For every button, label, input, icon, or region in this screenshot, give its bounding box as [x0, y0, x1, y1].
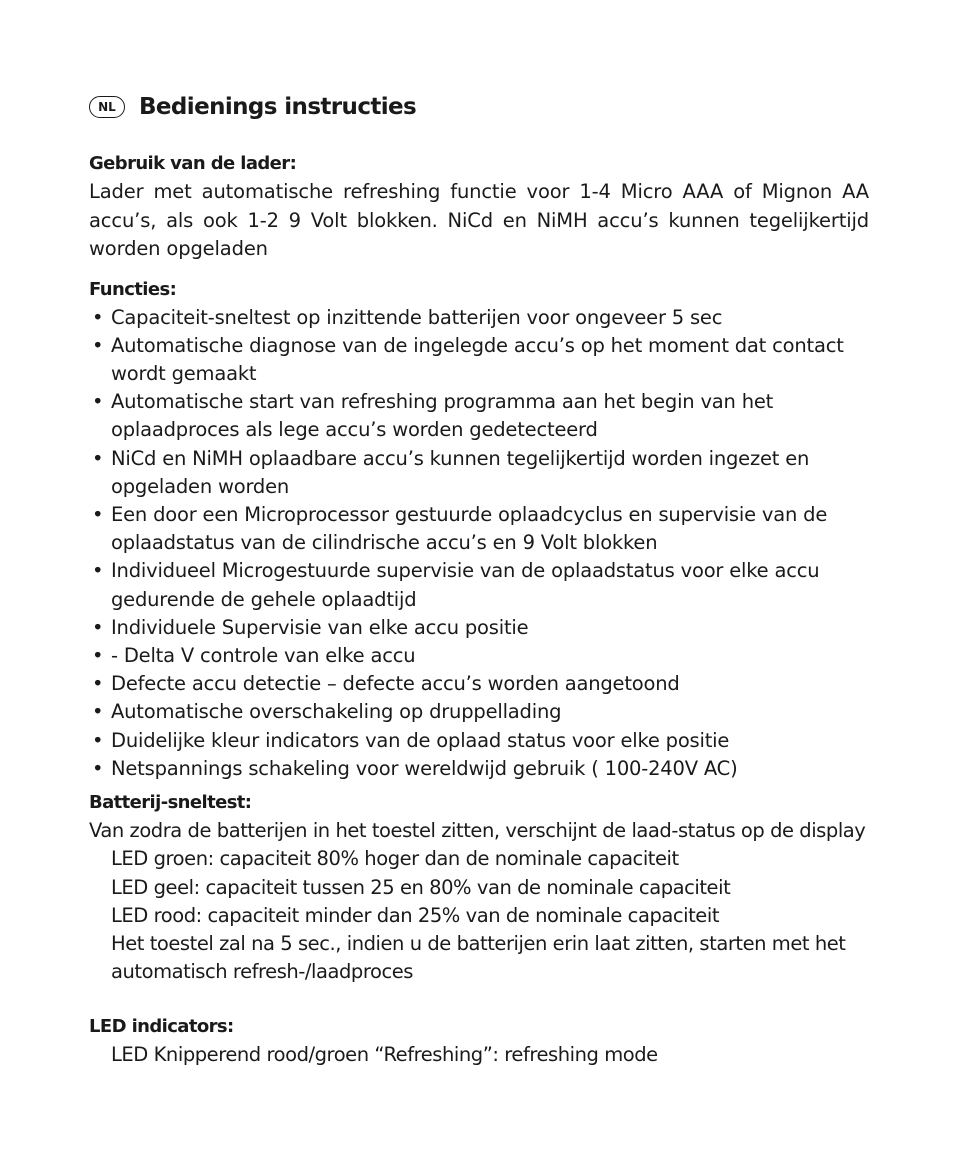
list-item: • Defecte accu detectie – defecte accu’s worden aangetoond: [89, 670, 869, 698]
bullet-icon: •: [92, 615, 104, 639]
quicktest-heading: Batterij-sneltest:: [89, 791, 252, 813]
bullet-icon: •: [92, 305, 104, 329]
list-item: • Individuele Supervisie van elke accu positie: [89, 614, 869, 642]
list-item: • Netspannings schakeling voor wereldwijd gebruik ( 100-240V AC): [89, 755, 869, 783]
list-item: • Automatische diagnose van de ingelegde accu’s op het moment dat contact wordt gemaakt: [92, 333, 844, 385]
bullet-icon: •: [92, 728, 104, 752]
page-title: Bedienings instructies: [139, 94, 417, 120]
bullet-icon: •: [92, 700, 104, 724]
list-item: • Capaciteit-sneltest op inzittende batterijen voor ongeveer 5 sec: [89, 304, 869, 332]
usage-text: Lader met automatische refreshing functie voor 1-4 Micro AAA of Mignon AA accu’s, als ook 1-2 9 Volt blokken. NiCd en NiMH accu’s kunnen tegelijkertijd worden opgeladen: [89, 180, 869, 260]
bullet-icon: •: [92, 672, 104, 696]
list-item: • Individueel Microgestuurde supervisie van de oplaadstatus voor elke accu gedurende de gehele oplaadtijd: [92, 559, 820, 611]
bullet-icon: •: [92, 643, 104, 667]
quicktest-section: [89, 789, 869, 987]
functions-heading: Functies:: [89, 278, 177, 300]
bullet-icon: •: [92, 756, 104, 780]
list-item: • NiCd en NiMH oplaadbare accu’s kunnen tegelijkertijd worden ingezet en opgeladen worden: [92, 446, 810, 498]
list-item: • Duidelijke kleur indicators van de oplaad status voor elke positie: [89, 727, 869, 755]
list-item: • Een door een Microprocessor gestuurde oplaadcyclus en supervisie van de oplaadstatus van de cilindrische accu’s en 9 Volt blokken: [92, 502, 828, 555]
led-heading: LED indicators:: [89, 1015, 234, 1037]
list-item: • - Delta V controle van elke accu: [89, 642, 869, 670]
list-item: • Automatische overschakeling op druppellading: [89, 698, 869, 726]
functions-section: [89, 276, 869, 783]
manual-page: [89, 86, 869, 1069]
led-yellow-line: LED geel: capaciteit tussen 25 en 80% van de nominale capaciteit: [111, 875, 731, 899]
bullet-icon: •: [92, 446, 104, 470]
functions-list: [89, 304, 869, 783]
led-section: [89, 1013, 869, 1069]
title-row: [89, 86, 869, 128]
led-red-line: LED rood: capaciteit minder dan 25% van de nominale capaciteit: [111, 903, 720, 927]
usage-section: [89, 150, 869, 264]
led-blink-line: LED Knipperend rood/groen “Refreshing”: refreshing mode: [111, 1042, 658, 1066]
quicktest-intro: Van zodra de batterijen in het toestel zitten, verschijnt de laad-status op de display: [89, 818, 866, 842]
usage-heading: Gebruik van de lader:: [89, 153, 297, 174]
list-item: • Automatische start van refreshing programma aan het begin van het oplaadproces als lege accu’s worden gedetecteerd: [92, 390, 774, 442]
language-badge: NL: [89, 96, 125, 118]
auto-start-note: Het toestel zal na 5 sec., indien u de batterijen erin laat zitten, starten met het automatisch refresh-/laadproces: [111, 932, 846, 984]
bullet-icon: •: [92, 559, 104, 583]
bullet-icon: •: [92, 333, 104, 357]
bullet-icon: •: [92, 390, 104, 414]
bullet-icon: •: [92, 502, 104, 526]
led-green-line: LED groen: capaciteit 80% hoger dan de nominale capaciteit: [111, 847, 679, 871]
